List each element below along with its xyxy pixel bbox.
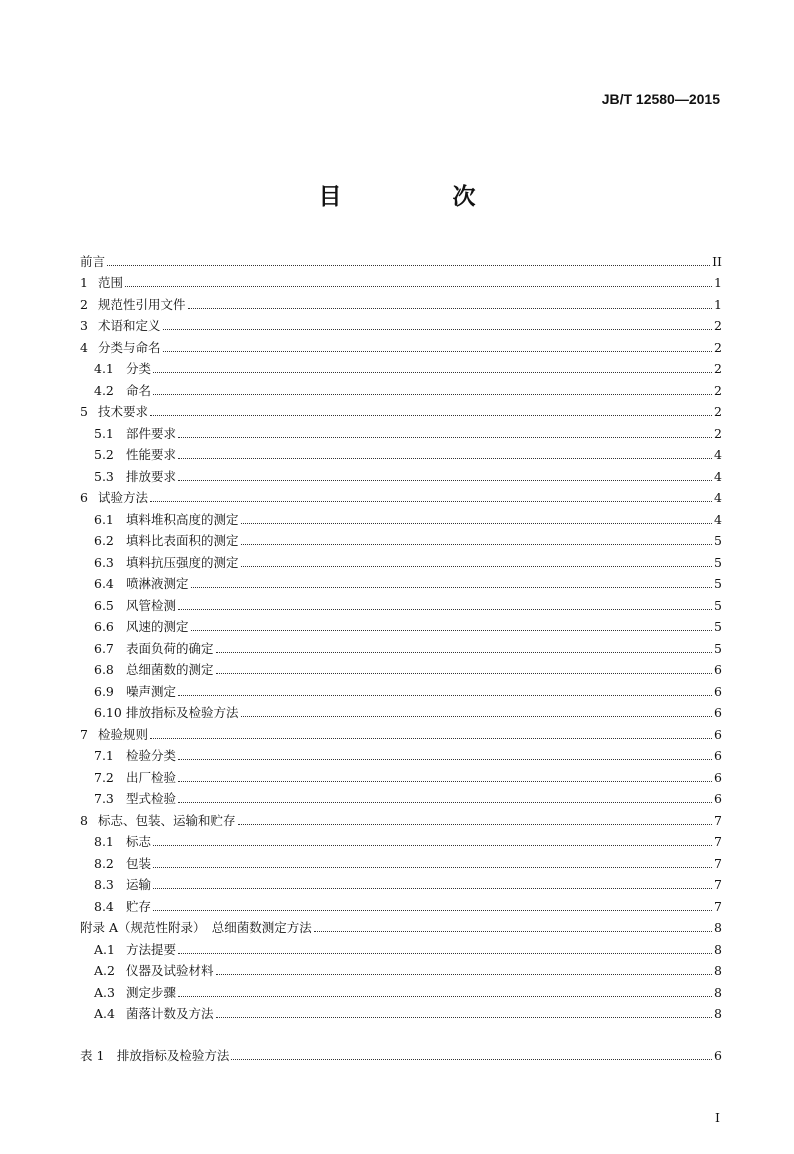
dot-leader <box>178 609 712 610</box>
toc-entry-page: 5 <box>714 533 722 548</box>
toc-entry-number: 5.1 <box>94 425 114 441</box>
dot-leader <box>150 415 712 416</box>
toc-entry[interactable] <box>80 721 722 743</box>
dot-leader <box>153 845 712 846</box>
toc-entry-page: 4 <box>714 468 722 484</box>
dot-leader <box>178 781 712 782</box>
dot-leader <box>178 802 712 803</box>
toc-entry-title: 包装 <box>126 855 152 871</box>
toc-entry[interactable] <box>80 614 722 636</box>
toc-entry[interactable] <box>80 807 722 829</box>
toc-entry-number: 3 <box>80 318 88 333</box>
dot-leader <box>178 458 712 459</box>
toc-entry-page: 8 <box>714 984 722 1000</box>
toc-entry-title: 分类 <box>126 361 152 376</box>
toc-entry-page: 1 <box>714 275 722 290</box>
toc-entry-title: 风管检测 <box>126 597 177 613</box>
toc-entry[interactable] <box>80 678 722 700</box>
toc-entry-title: 技术要求 <box>98 404 149 419</box>
dot-leader <box>191 587 713 588</box>
toc-entry-page: 4 <box>714 511 722 527</box>
dot-leader <box>241 544 713 545</box>
toc-entry-page: 6 <box>714 705 722 720</box>
dot-leader <box>153 867 712 868</box>
toc-entry-title: 风速的测定 <box>126 619 189 634</box>
dot-leader <box>163 351 713 352</box>
dot-leader <box>163 329 713 330</box>
toc-entry[interactable] <box>80 979 722 1001</box>
dot-leader <box>125 286 712 287</box>
toc-entry[interactable] <box>80 463 722 485</box>
toc-entry-page: 6 <box>714 683 722 699</box>
standard-number: JB/T 12580—2015 <box>601 91 720 107</box>
toc-entry-title: 填料比表面积的测定 <box>126 533 239 548</box>
toc-entry[interactable] <box>80 635 722 657</box>
dot-leader <box>241 716 713 717</box>
toc-entry-page: 6 <box>714 748 722 763</box>
toc-entry[interactable] <box>80 248 722 270</box>
toc-entry-title: 喷淋液测定 <box>126 576 189 591</box>
toc-entry-title: 检验分类 <box>126 748 177 763</box>
toc-entry-number: 5.2 <box>94 447 114 462</box>
toc-entry-title: 命名 <box>126 382 152 398</box>
toc-entry-title: 规范性引用文件 <box>98 296 186 312</box>
toc-entry[interactable] <box>80 485 722 507</box>
dot-leader <box>231 1059 712 1060</box>
toc-entry[interactable] <box>80 850 722 872</box>
toc-entry-title: 填料抗压强度的测定 <box>126 554 239 570</box>
toc-entry-page: II <box>712 253 722 269</box>
toc-entry[interactable] <box>80 270 722 292</box>
toc-entry-title: 仪器及试验材料 <box>126 963 214 978</box>
toc-entry-page: 6 <box>714 726 722 742</box>
toc-entry-title: 标志、包装、运输和贮存 <box>98 812 236 828</box>
dot-leader <box>178 759 712 760</box>
toc-entry-page: 5 <box>714 597 722 613</box>
toc-entry-page: 7 <box>714 834 722 849</box>
toc-entry-title: 表 1 排放指标及检验方法 <box>80 1047 230 1063</box>
toc-entry-title: 噪声测定 <box>126 683 177 699</box>
dot-leader <box>178 695 712 696</box>
dot-leader <box>153 910 712 911</box>
toc-entry-title: 菌落计数及方法 <box>126 1006 214 1021</box>
toc-entry-page: 2 <box>714 425 722 441</box>
dot-leader <box>216 652 713 653</box>
toc-entry-page: 2 <box>714 318 722 333</box>
toc-entry-page: 7 <box>714 855 722 871</box>
dot-leader <box>150 501 712 502</box>
toc-entry-number: 8.1 <box>94 834 114 849</box>
toc-entry[interactable] <box>80 571 722 593</box>
dot-leader <box>238 824 713 825</box>
toc-entry-number: 4.2 <box>94 382 114 398</box>
toc-entry-title: 贮存 <box>126 898 152 914</box>
toc-entry-number: 8 <box>80 812 88 828</box>
toc-entry-number: A.4 <box>94 1006 115 1021</box>
dot-leader <box>314 931 712 932</box>
toc-entry[interactable] <box>80 700 722 722</box>
toc-entry-number: 6.1 <box>94 511 114 527</box>
toc-entry-page: 7 <box>714 898 722 914</box>
toc-entry[interactable] <box>80 592 722 614</box>
toc-entry-page: 8 <box>714 963 722 978</box>
toc-entry-number: 6 <box>80 490 88 505</box>
toc-entry-number: 6.6 <box>94 619 114 634</box>
toc-entry-page: 5 <box>714 619 722 634</box>
dot-leader <box>153 394 712 395</box>
toc-entry[interactable] <box>80 528 722 550</box>
dot-leader <box>241 523 713 524</box>
page-number: I <box>715 1110 720 1125</box>
toc-entry-page: 1 <box>714 296 722 312</box>
toc-entry[interactable] <box>80 377 722 399</box>
toc-entry-title: 表面负荷的确定 <box>126 640 214 656</box>
toc-entry-number: A.2 <box>94 963 115 978</box>
toc-entry-number: 6.9 <box>94 683 114 699</box>
toc-entry-title: 总细菌数的测定 <box>126 662 214 677</box>
toc-entry-number: 6.2 <box>94 533 114 548</box>
toc-entry-page: 2 <box>714 339 722 355</box>
dot-leader <box>153 372 712 373</box>
toc-entry-title: 方法提要 <box>126 941 177 957</box>
dot-leader <box>107 265 710 266</box>
dot-leader <box>150 738 712 739</box>
toc-entry-number: 7 <box>80 726 88 742</box>
toc-entry-title: 运输 <box>126 877 152 892</box>
toc-entry-title: 标志 <box>126 834 152 849</box>
toc-entry-number: 6.7 <box>94 640 114 656</box>
toc-entry[interactable] <box>80 549 722 571</box>
toc-entry-title: 测定步骤 <box>126 984 177 1000</box>
toc-entry[interactable] <box>80 1042 722 1064</box>
toc-entry-title: 填料堆积高度的测定 <box>126 511 239 527</box>
toc-entry-page: 5 <box>714 554 722 570</box>
toc-entry-number: 6.5 <box>94 597 114 613</box>
dot-leader <box>241 566 713 567</box>
toc-entry[interactable] <box>80 958 722 980</box>
toc-entry[interactable] <box>80 936 722 958</box>
toc-entry-number: 6.3 <box>94 554 114 570</box>
toc-entry-page: 5 <box>714 640 722 656</box>
toc-entry[interactable] <box>80 313 722 335</box>
toc-entry[interactable] <box>80 893 722 915</box>
toc-entry-number: 5 <box>80 404 88 419</box>
toc-entry-title: 分类与命名 <box>98 339 161 355</box>
toc-entry[interactable] <box>80 915 722 937</box>
toc-entry-number: 6.8 <box>94 662 114 677</box>
toc-entry[interactable] <box>80 420 722 442</box>
toc-entry-number: A.1 <box>94 941 115 957</box>
toc-entry-page: 6 <box>714 769 722 785</box>
toc-entry-number: 6.10 <box>94 705 122 720</box>
toc-entry-number: 2 <box>80 296 88 312</box>
toc-entry[interactable] <box>80 291 722 313</box>
toc-entry-page: 4 <box>714 447 722 462</box>
toc-entry-page: 8 <box>714 920 722 935</box>
toc-entry-page: 5 <box>714 576 722 591</box>
toc-entry-page: 8 <box>714 1006 722 1021</box>
toc-entry-title: 试验方法 <box>98 490 149 505</box>
toc-entry-number: 8.3 <box>94 877 114 892</box>
toc-entry-number: 6.4 <box>94 576 114 591</box>
toc-entry-title: 出厂检验 <box>126 769 177 785</box>
toc-entry-page: 7 <box>714 812 722 828</box>
toc-entry-title: 排放要求 <box>126 468 177 484</box>
dot-leader <box>178 996 712 997</box>
dot-leader <box>178 953 712 954</box>
toc-entry-page: 8 <box>714 941 722 957</box>
toc-entry-number: 8.4 <box>94 898 114 914</box>
dot-leader <box>188 308 713 309</box>
dot-leader <box>178 437 712 438</box>
toc-entry-number: A.3 <box>94 984 115 1000</box>
toc-entry-page: 2 <box>714 382 722 398</box>
toc-entry[interactable] <box>80 399 722 421</box>
toc-entry-page: 2 <box>714 361 722 376</box>
toc-entry[interactable] <box>80 356 722 378</box>
dot-leader <box>216 974 713 975</box>
toc-entry-page: 4 <box>714 490 722 505</box>
toc-title: 目 次 <box>318 183 520 210</box>
toc-entry-title: 部件要求 <box>126 425 177 441</box>
toc-entry[interactable] <box>80 743 722 765</box>
toc-entry-page: 6 <box>714 1047 722 1063</box>
toc-entry[interactable] <box>80 442 722 464</box>
toc-entry-number: 4 <box>80 339 88 355</box>
toc-entry[interactable] <box>80 334 722 356</box>
toc-entry-number: 7.2 <box>94 769 114 785</box>
toc-entry[interactable] <box>80 1001 722 1023</box>
toc-entry-page: 6 <box>714 791 722 806</box>
toc-entry-number: 4.1 <box>94 361 114 376</box>
toc-entry[interactable] <box>80 506 722 528</box>
toc-entry[interactable] <box>80 786 722 808</box>
toc-entry[interactable] <box>80 764 722 786</box>
toc-entry-number: 5.3 <box>94 468 114 484</box>
toc-entry-page: 6 <box>714 662 722 677</box>
dot-leader <box>216 1017 713 1018</box>
toc-entry-title: 附录 A（规范性附录） 总细菌数测定方法 <box>80 920 312 935</box>
toc-entry-title: 性能要求 <box>126 447 177 462</box>
toc-entry[interactable] <box>80 872 722 894</box>
toc-entry-title: 前言 <box>80 253 106 269</box>
dot-leader <box>178 480 712 481</box>
toc-entry-page: 2 <box>714 404 722 419</box>
toc-entry-title: 检验规则 <box>98 726 149 742</box>
toc-entry[interactable] <box>80 829 722 851</box>
toc-entry-number: 1 <box>80 275 88 290</box>
toc-entry[interactable] <box>80 657 722 679</box>
toc-entry-title: 型式检验 <box>126 791 177 806</box>
toc-entry-number: 7.3 <box>94 791 114 806</box>
toc-entry-title: 范围 <box>98 275 124 290</box>
dot-leader <box>216 673 713 674</box>
table-of-contents <box>80 248 722 1022</box>
toc-entry-title: 排放指标及检验方法 <box>126 705 239 720</box>
dot-leader <box>153 888 712 889</box>
toc-entry-number: 8.2 <box>94 855 114 871</box>
table-list <box>80 1042 722 1064</box>
dot-leader <box>191 630 713 631</box>
toc-entry-number: 7.1 <box>94 748 114 763</box>
toc-entry-title: 术语和定义 <box>98 318 161 333</box>
toc-entry-page: 7 <box>714 877 722 892</box>
